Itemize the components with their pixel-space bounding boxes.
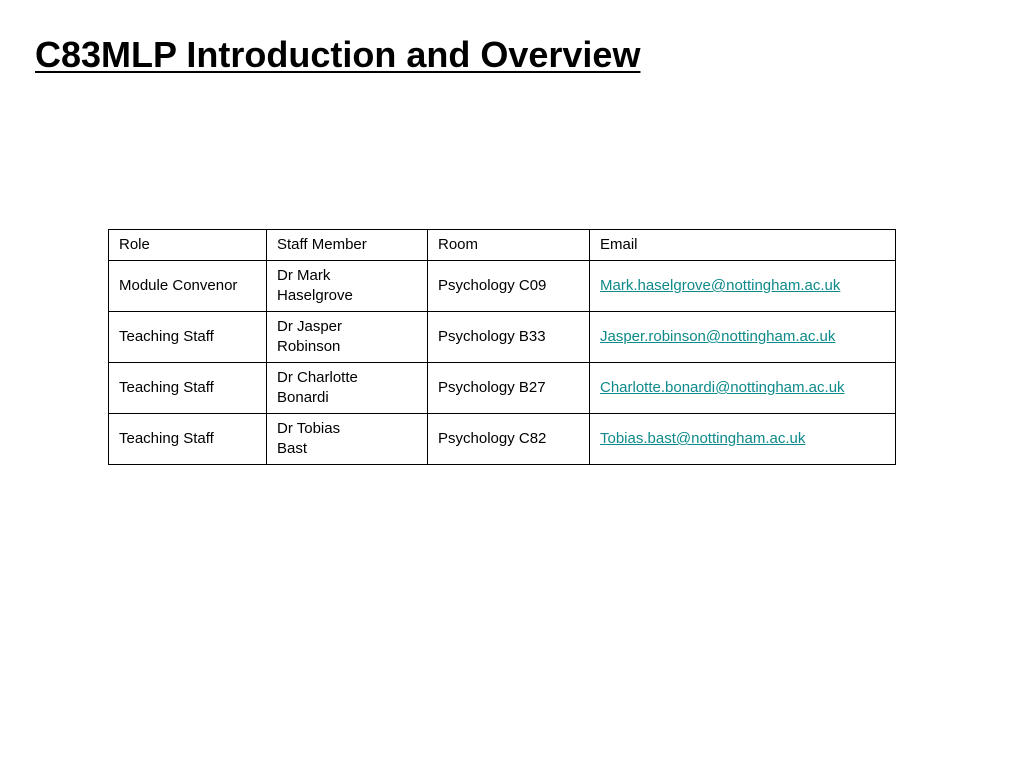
slide-title: C83MLP Introduction and Overview <box>35 34 641 75</box>
cell-role: Teaching Staff <box>109 312 267 363</box>
staff-name-line: Dr Mark <box>277 267 331 284</box>
table-row <box>109 261 896 312</box>
staff-table <box>108 229 896 465</box>
table-header-row <box>109 230 896 261</box>
staff-name-line: Haselgrove <box>277 287 353 304</box>
header-room: Room <box>428 230 590 261</box>
cell-email <box>590 312 896 363</box>
staff-name-line: Dr Charlotte <box>277 369 358 386</box>
cell-email <box>590 363 896 414</box>
cell-staff-member <box>267 312 428 363</box>
cell-staff-member <box>267 261 428 312</box>
cell-role: Teaching Staff <box>109 363 267 414</box>
header-email: Email <box>590 230 896 261</box>
email-link[interactable]: Tobias.bast@nottingham.ac.uk <box>600 430 806 447</box>
staff-name-line: Bast <box>277 440 308 457</box>
email-link[interactable]: Charlotte.bonardi@nottingham.ac.uk <box>600 379 845 396</box>
cell-room: Psychology B33 <box>428 312 590 363</box>
header-staff-member: Staff Member <box>267 230 428 261</box>
cell-role: Teaching Staff <box>109 414 267 465</box>
header-role: Role <box>109 230 267 261</box>
table-row <box>109 363 896 414</box>
cell-staff-member <box>267 414 428 465</box>
staff-name-line: Dr Tobias <box>277 420 341 437</box>
staff-name-line: Robinson <box>277 338 341 355</box>
cell-room: Psychology C82 <box>428 414 590 465</box>
cell-room: Psychology B27 <box>428 363 590 414</box>
cell-role: Module Convenor <box>109 261 267 312</box>
staff-name-line: Bonardi <box>277 389 329 406</box>
staff-name-line: Dr Jasper <box>277 318 343 335</box>
email-link[interactable]: Mark.haselgrove@nottingham.ac.uk <box>600 277 841 294</box>
cell-email <box>590 261 896 312</box>
cell-room: Psychology C09 <box>428 261 590 312</box>
table-row <box>109 312 896 363</box>
cell-staff-member <box>267 363 428 414</box>
email-link[interactable]: Jasper.robinson@nottingham.ac.uk <box>600 328 836 345</box>
cell-email <box>590 414 896 465</box>
table-row <box>109 414 896 465</box>
